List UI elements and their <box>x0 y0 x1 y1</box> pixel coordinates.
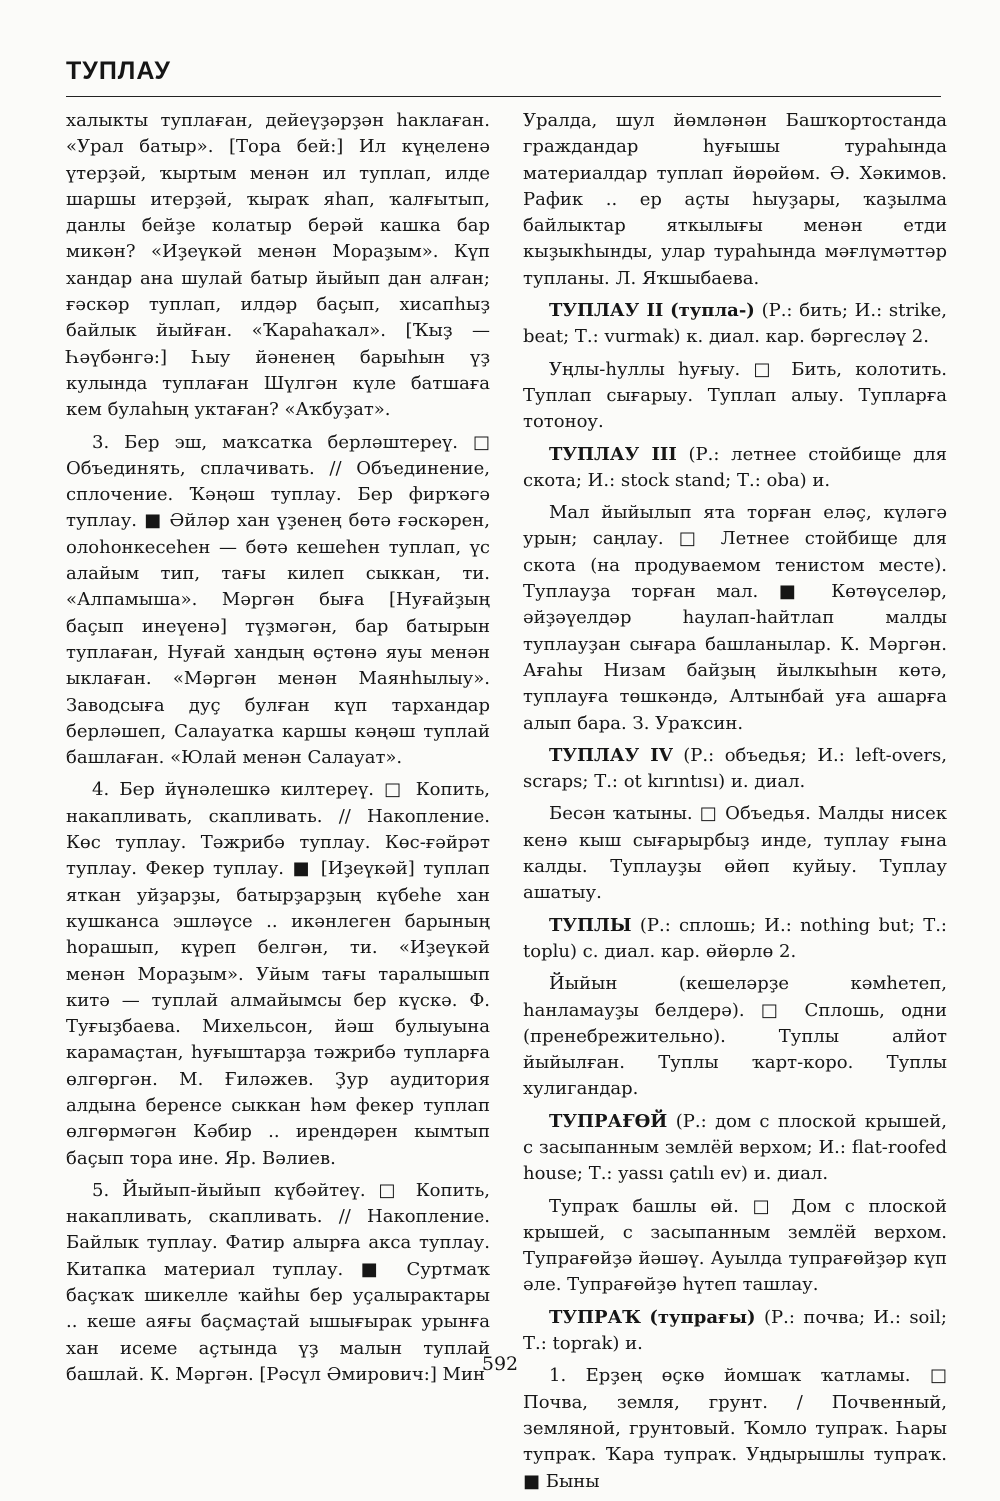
entry-headword: ТУПЛАУ II <box>549 300 664 322</box>
entry-text: (Р.: объедья; И.: left-overs, scraps; Т.: ot kırıntısı) и. диал. <box>523 744 947 793</box>
entry-tuprak <box>523 1305 947 1358</box>
header-rule <box>66 96 941 97</box>
entry-tuplau-3 <box>523 442 947 495</box>
entry-text: (Р.: дом с плоской крышей, с засыпанным землёй верхом; И.: flat-roofed house; Т.: yassı çatılı ev) и. диал. <box>523 1110 947 1185</box>
left-sense-3: 3. Бер эш, маҡсатка берләштереү. □ Объединять, сплачивать. // Объединение, сплочение. Ҡәңәш туплау. Бер фирҡәгә туплау. ■ Әйләр хан үҙенең бөтә ғәскәрен, олоһонкесеһен — бөтә кешеһен туплап, үс алайым тип, тағы килеп сыккан, ти. «Алпамыша». Мәргән быға [Нуғайҙың баҫып инеүенә] түҙмәгән, бар батырын туплаған, Нуғай хандың өҫтөнә яуы менән ыклаған. «Мәргән менән Маянһылыу». Заводсыға дуҫ булған күп тархандар берләшеп, Салауатка каршы кәңәш туплай башлаған. «Юлай менән Салауат». <box>66 431 490 769</box>
right-paragraph-1: Уралда, шул йөмләнән Башҡортостанда граждандар һуғышы тураһында материалдар туплап йөрөйөм. Ә. Хәкимов. Рафик .. ер аҫты һыуҙары, ҡаҙылма байлыктар яткылығы менән етди кыҙыкһынды, улар тураһында мәғлүмәттәр тупланы. Л. Яҡшыбаева. <box>523 110 947 289</box>
entry-headword: ТУПРАҠ <box>549 1306 641 1328</box>
entry-tuplau-4 <box>523 743 947 796</box>
entry-headword: ТУПЛЫ <box>549 914 632 936</box>
left-column <box>66 108 490 1394</box>
entry-tuprag-oy <box>523 1109 947 1188</box>
entry-text: (Р.: летнее стойбище для скота; И.: stock stand; Т.: oba) и. <box>523 443 947 491</box>
entry-text: (Р.: бить; И.: strike, beat; Т.: vurmak) к. диал. кар. бәргесләү 2. <box>523 300 948 348</box>
right-column <box>523 108 947 1501</box>
entry-grammar: (тупла-) <box>670 300 755 322</box>
left-sense-4: 4. Бер йүнәлешкә килтереү. □ Копить, накапливать, скапливать. // Накопление. Көс туплау. Тәжрибә туплау. Көс-ғәйрәт туплау. Фекер туплау. ■ [Иҙеүкәй] туплап яткан уйҙарҙы, батырҙарҙың күбеһе хан кушканса эшләүсе .. икәнлеген барының һорашып, күреп белгән, ти. «Иҙеүкәй менән Мораҙым». Уйым тағы таралышып китә — туплай алмайымсы бер күскә. Ф. Туғыҙбаева. Михельсон, йәш булыуына карамаҫтан, һуғыштарҙа тәжрибә тупларға өлгөргән. М. Ғиләжев. Ҙур аудитория алдына беренсе сыккан һәм фекер туплап өлгөрмәгән Кәбир .. ирендәрен кымтып баҫып тора ине. Яр. Вәлиев. <box>66 779 490 1169</box>
entry-tuply <box>523 913 947 966</box>
page-number: 592 <box>481 1353 519 1375</box>
entry-tuprak-sense-1: 1. Ерҙең өҫкө йомшаҡ ҡатламы. □ Почва, земля, грунт. / Почвенный, земляной, грунтовый. Ҡомло тупраҡ. Һары тупраҡ. Ҡара тупраҡ. Уңдырышлы тупраҡ. ■ Быны <box>523 1365 947 1492</box>
left-sense-5: 5. Йыйып-йыйып күбәйтеү. □ Копить, накапливать, скапливать. // Накопление. Байлык туплау. Фатир алырға акса туплау. Китапка материал туплау. ■ Суртмаҡ баҫҡаҡ шикелле ҡайһы бер уҫалырактары .. кеше аяғы баҫмаҫтай ышығырак урынға хан исеме аҫтында үҙ малын туплай башлай. К. Мәргән. [Рәсүл Әмирович:] Мин <box>66 1179 490 1385</box>
entry-tuplau-4-body: Бесән ҡатыны. □ Объедья. Малды нисек кенә кыш сығарырбыҙ инде, туплау ғына калды. Туплауҙы өйөп куйыу. Туплау ашатыу. <box>523 803 947 904</box>
entry-headword: ТУПЛАУ IV <box>549 744 673 766</box>
entry-text: (Р.: сплошь; И.: nothing but; Т.: toplu) с. диал. кар. өйөрлө 2. <box>523 914 947 962</box>
entry-grammar: (тупрағы) <box>649 1306 756 1328</box>
entry-tuprag-oy-body: Тупраҡ башлы өй. □ Дом с плоской крышей, с засыпанным землёй верхом. Тупрағөйҙә йәшәү. Ауылда тупрағөйҙәр күп әле. Тупрағөйҙө һүтеп ташлау. <box>523 1195 947 1296</box>
entry-tuplau-2 <box>523 298 947 351</box>
entry-tuplau-3-body: Мал йыйылып ята торған еләҫ, күләгә урын; саңлау. □ Летнее стойбище для скота (на продуваемом тенистом месте). Туплауҙа торған мал. ■ Көтөүселәр, әйҙәүелдәр һаулап-һайтлап малды туплауҙан сығара башланылар. К. Мәргән. Ағаһы Низам байҙың йылкыһын көтә, туплауға төшкәндә, Алтынбай уға ашарға алып бара. З. Ураҡсин. <box>523 502 947 734</box>
left-paragraph-1: халыкты туплаған, дейеүҙәрҙән һаклаған. «Урал батыр». [Тора бей:] Ил күңеленә үтерҙәй, ҡыртым менән ил туплап, илде шаршы итерҙәй, ҡыраҡ яһап, ҡалғытып, данлы бейҙе колатыр берәй кашка бар микән? «Иҙеүкәй менән Мораҙым». Күп хандар ана шулай батыр йыйып дан алған; ғәскәр туплап, илдәр баҫып, хисапһыҙ байлык йыйған. «Ҡараһаҡал». [Ҡыҙ — Һәүбәнгә:] Һыу йәненең барыһын үҙ кулында туплаған Шүлгән күле батшаға кем булаһың уктаған? «Аҡбуҙат». <box>66 110 490 421</box>
entry-headword: ТУПРАҒӨЙ <box>549 1110 668 1132</box>
entry-tuply-body: Йыйын (кешеләрҙе кәмһетеп, һанламауҙы белдерә). □ Сплошь, одни (пренебрежительно). Туплы алйот йыйылған. Туплы ҡарт-коро. Туплы хулигандар. <box>523 973 947 1100</box>
entry-headword: ТУПЛАУ III <box>549 443 677 465</box>
entry-tuplau-2-body: Уңлы-һуллы һуғыу. □ Бить, колотить. Туплап сығарыу. Туплап алыу. Тупларға тотоноу. <box>523 358 947 433</box>
entry-text: (Р.: почва; И.: soil; Т.: toprak) и. <box>523 1306 947 1355</box>
page-header-title: ТУПЛАУ <box>66 57 171 85</box>
